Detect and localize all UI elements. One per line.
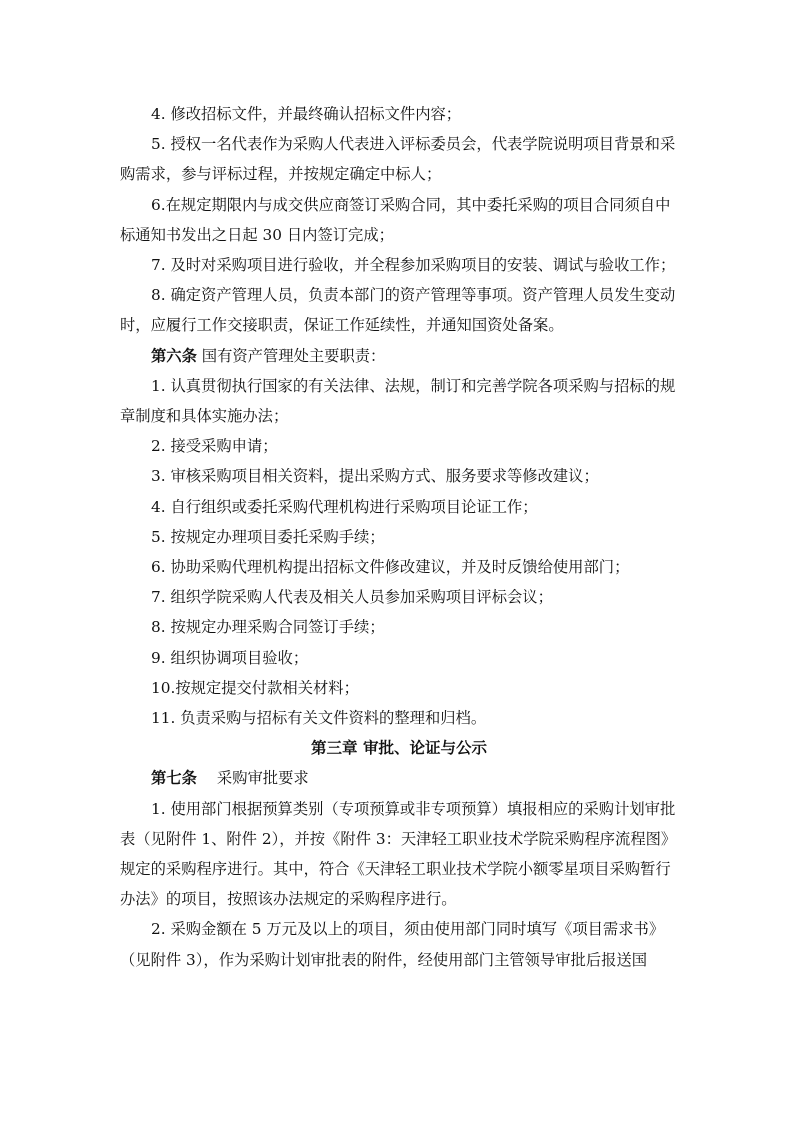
- duty-item: 10.按规定提交付款相关材料；: [151, 678, 359, 697]
- article-6-text: 国有资产管理处主要职责：: [201, 346, 386, 365]
- duty-item: 8. 按规定办理采购合同签订手续；: [151, 618, 385, 637]
- article-7-title: 第七条: [151, 769, 197, 788]
- requirement-item: 1. 使用部门根据预算类别（专项预算或非专项预算）填报相应的采购计划审批表（见附件 1、附件 2），并按《附件 3：天津轻工职业技术学院采购程序流程图》规定的采购程序进行。其中，符合《天津轻工职业技术学院小额零星项目采购暂行办法》的项目，按照该办法规定的采购程序进行。: [120, 799, 677, 909]
- duty-item: 7. 组织学院采购人代表及相关人员参加采购项目评标会议；: [151, 588, 553, 607]
- requirement-item: 2. 采购金额在 5 万元及以上的项目，须由使用部门同时填写《项目需求书》（见附件 3），作为采购计划审批表的附件，经使用部门主管领导审批后报送国: [120, 920, 665, 969]
- duty-item: 9. 组织协调项目验收；: [151, 648, 309, 667]
- paragraph: 6.在规定期限内与成交供应商签订采购合同，其中委托采购的项目合同须自中标通知书发出之日起 30 日内签订完成；: [120, 195, 671, 244]
- article-6: [120, 341, 678, 371]
- paragraph: 5. 授权一名代表作为采购人代表进入评标委员会，代表学院说明项目背景和采购需求，参与评标过程，并按规定确定中标人；: [120, 135, 676, 184]
- duty-item: 3. 审核采购项目相关资料，提出采购方式、服务要求等修改建议；: [151, 467, 599, 486]
- article-7: [120, 763, 678, 793]
- article-7-text: 采购审批要求: [216, 769, 309, 788]
- duty-item: 6. 协助采购代理机构提出招标文件修改建议，并及时反馈给使用部门；: [151, 558, 630, 577]
- paragraph: 8. 确定资产管理人员，负责本部门的资产管理等事项。资产管理人员发生变动时，应履行工作交接职责，保证工作延续性，并通知国资处备案。: [120, 286, 676, 335]
- duty-item: 2. 接受采购申请；: [151, 437, 278, 456]
- duty-item: 5. 按规定办理项目委托采购手续；: [151, 527, 385, 546]
- duty-item: 11. 负责采购与招标有关文件资料的整理和归档。: [151, 709, 487, 728]
- duty-item: 1. 认真贯彻执行国家的有关法律、法规，制订和完善学院各项采购与招标的规章制度和具体实施办法；: [120, 376, 676, 426]
- article-6-title: 第六条: [151, 346, 197, 365]
- document-body: [120, 99, 678, 975]
- chapter-3-title: 第三章 审批、论证与公示: [311, 738, 487, 758]
- paragraph: 7. 及时对采购项目进行验收，并全程参加采购项目的安装、调试与验收工作；: [151, 256, 676, 275]
- paragraph: 4. 修改招标文件，并最终确认招标文件内容；: [151, 105, 462, 123]
- duty-item: 4. 自行组织或委托采购代理机构进行采购项目论证工作；: [151, 497, 538, 516]
